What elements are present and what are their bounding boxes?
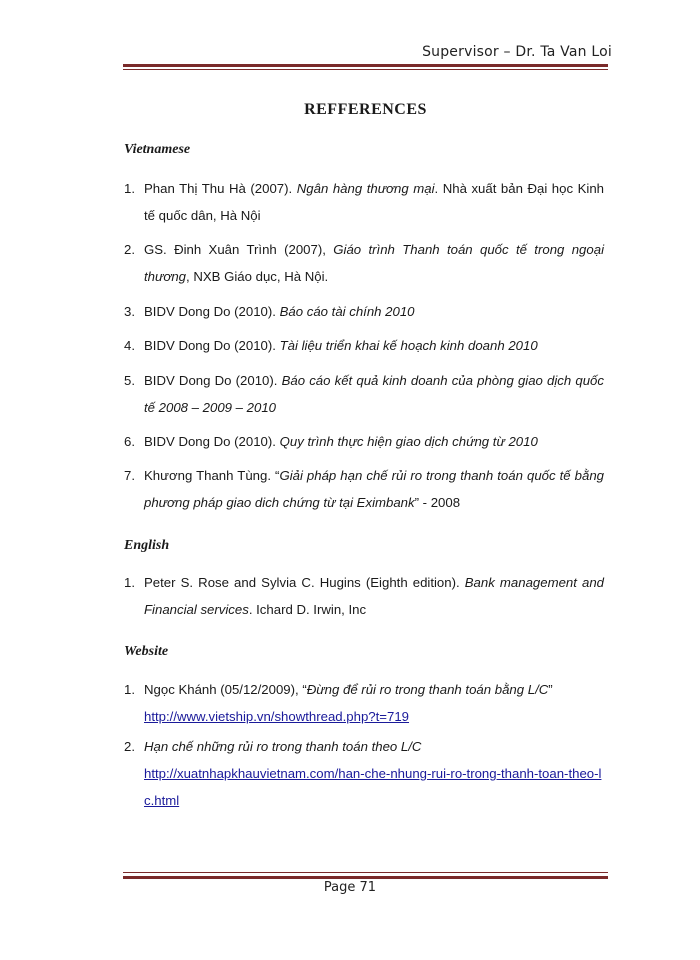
section-heading-website: Website — [124, 644, 169, 659]
reference-author: BIDV Dong Do (2010). — [144, 338, 280, 353]
reference-link[interactable]: http://xuatnhapkhauvietnam.com/han-che-nhung-rui-ro-trong-thanh-toan-theo-lc.html — [144, 766, 602, 808]
reference-item — [124, 367, 604, 421]
reference-title: Báo cáo kết quả kinh doanh của phòng giao dịch quốc tế 2008 – 2009 – 2010 — [144, 373, 604, 415]
reference-author: BIDV Dong Do (2010). — [144, 434, 280, 449]
section-heading-english: English — [124, 538, 170, 553]
reference-publisher: . Ichard D. Irwin, Inc — [248, 602, 367, 617]
reference-number: 6. — [124, 434, 135, 449]
header-rule-thin — [123, 69, 608, 70]
reference-title: Báo cáo tài chính 2010 — [279, 304, 415, 319]
page-number: Page 71 — [323, 880, 377, 895]
footer-rule-thick — [123, 876, 608, 879]
footer-rule-thin — [123, 872, 608, 873]
reference-publisher: , NXB Giáo dục, Hà Nội. — [186, 269, 329, 284]
reference-number: 2. — [124, 242, 135, 257]
reference-title: Bank management and Financial services — [144, 575, 604, 617]
reference-number: 2. — [124, 739, 135, 754]
reference-publisher: . Nhà xuất bản Đại học Kinh tế quốc dân, Hà Nội — [144, 181, 605, 223]
reference-number: 1. — [124, 682, 135, 697]
reference-item — [124, 462, 604, 516]
reference-link[interactable]: http://www.vietship.vn/showthread.php?t=719 — [144, 709, 410, 724]
reference-item — [124, 332, 604, 359]
reference-author: BIDV Dong Do (2010). — [144, 373, 282, 388]
reference-title: Giải pháp hạn chế rủi ro trong thanh toán quốc tế bằng phương pháp giao dich chứng từ tại Eximbank — [144, 468, 604, 510]
header-supervisor: Supervisor – Dr. Ta Van Loi — [422, 44, 612, 60]
reference-author: Khương Thanh Tùng. “ — [144, 468, 280, 483]
section-heading-vietnamese: Vietnamese — [124, 142, 191, 157]
reference-title: Quy trình thực hiện giao dịch chứng từ 2010 — [279, 434, 538, 449]
reference-number: 1. — [124, 575, 135, 590]
reference-item — [124, 236, 604, 290]
reference-author: GS. Đinh Xuân Trình (2007), — [144, 242, 334, 257]
page-title: REFFERENCES — [304, 101, 427, 118]
reference-author: BIDV Dong Do (2010). — [144, 304, 280, 319]
reference-publisher: ” - 2008 — [414, 495, 461, 510]
reference-number: 3. — [124, 304, 135, 319]
reference-item — [124, 298, 604, 325]
reference-number: 1. — [124, 181, 135, 196]
reference-author: Ngọc Khánh (05/12/2009), “ — [144, 682, 307, 697]
header-rule-thick — [123, 64, 608, 67]
reference-title: Giáo trình Thanh toán quốc tế trong ngoại thương — [144, 242, 604, 284]
reference-title: Đừng để rủi ro trong thanh toán bằng L/C — [306, 682, 549, 697]
reference-number: 5. — [124, 373, 135, 388]
reference-number: 7. — [124, 468, 135, 483]
reference-item — [124, 175, 604, 229]
reference-title: Tài liệu triển khai kế hoạch kinh doanh 2010 — [279, 338, 538, 353]
reference-number: 4. — [124, 338, 135, 353]
reference-item — [124, 428, 604, 455]
reference-item — [124, 676, 604, 730]
reference-item — [124, 569, 604, 623]
reference-quote-end: ” — [548, 682, 553, 697]
reference-author: Phan Thị Thu Hà (2007). — [144, 181, 297, 196]
reference-author: Peter S. Rose and Sylvia C. Hugins (Eighth edition). — [144, 575, 465, 590]
reference-item — [124, 733, 604, 814]
reference-title: Ngân hàng thương mại — [296, 181, 435, 196]
reference-title: Hạn chế những rủi ro trong thanh toán theo L/C — [144, 739, 422, 754]
